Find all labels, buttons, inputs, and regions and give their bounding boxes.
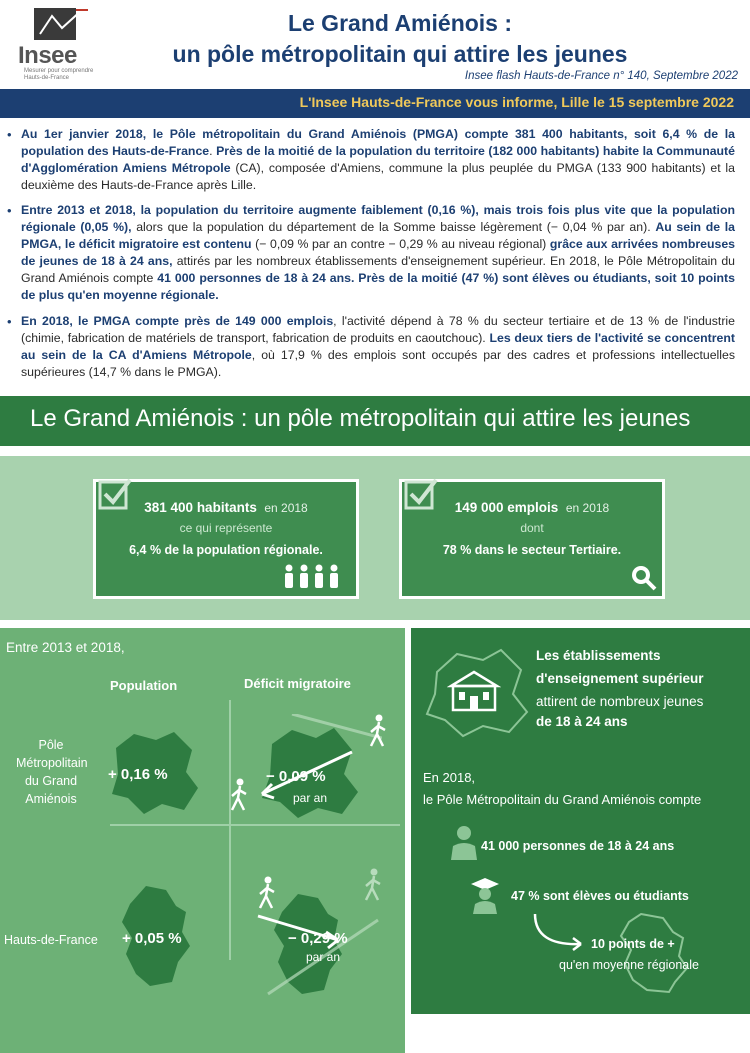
population-mid: ce qui représente bbox=[179, 521, 273, 535]
employment-stat-box bbox=[399, 479, 665, 599]
students-share: 47 % sont élèves ou étudiants bbox=[511, 889, 689, 903]
bullet-population bbox=[7, 126, 736, 194]
bullet-dot-icon: • bbox=[7, 314, 12, 329]
walker-icon bbox=[365, 714, 393, 748]
bullet-part: (CA), composée d'Amiens, commune la plus peuplée du PMGA (133 900 habitants) et la deuxième des Hauts-de-France après Lille. bbox=[21, 161, 736, 192]
magnifier-icon bbox=[628, 562, 658, 592]
row-hdf-label: Hauts-de-France bbox=[4, 933, 98, 947]
employment-line bbox=[402, 500, 662, 515]
walker-icon bbox=[226, 778, 254, 812]
bullet-part: alors que la population du département de la Somme baisse légèrement (− 0,04 % par an). bbox=[131, 220, 656, 234]
young-person-icon bbox=[449, 824, 479, 860]
insee-logo bbox=[14, 6, 104, 82]
infographic-title-bar bbox=[0, 396, 750, 446]
hdf-deficit-value: − 0,29 % bbox=[288, 930, 348, 947]
bullet-part: Les deux tiers de l'activité se concentrent au sein de la CA d'Amiens Métropole bbox=[21, 331, 735, 362]
points-above-average: 10 points de + bbox=[591, 937, 675, 951]
title-line-2: un pôle métropolitain qui attire les jeunes bbox=[172, 41, 628, 67]
persons-18-24: 41 000 personnes de 18 à 24 ans bbox=[481, 839, 675, 853]
column-migratory-deficit: Déficit migratoire bbox=[244, 676, 351, 691]
youth-intro-1: En 2018, bbox=[423, 770, 476, 785]
etab-line-4: de 18 à 24 ans bbox=[536, 714, 628, 729]
pmga-population-value: + 0,16 % bbox=[108, 766, 168, 783]
etab-line-1: Les établissements bbox=[536, 648, 661, 663]
row-pmga-label-line: Métropolitain bbox=[16, 756, 88, 770]
bullet-part: Entre 2013 et 2018, la population du territoire augmente faiblement (0,16 %), mais trois fois plus vite que la population régionale (0,05 %), bbox=[21, 203, 735, 234]
evolution-intro: Entre 2013 et 2018, bbox=[6, 640, 125, 655]
walker-icon bbox=[360, 868, 388, 902]
employment-value: 149 000 emplois bbox=[454, 500, 559, 515]
bullet-part: grâce aux arrivées nombreuses de jeunes de 18 à 24 ans, bbox=[21, 237, 735, 268]
youth-intro-2: le Pôle Métropolitain du Grand Amiénois compte bbox=[423, 792, 702, 807]
points-above-average-label: qu'en moyenne régionale bbox=[559, 958, 699, 972]
tertiary-share: 78 % dans le secteur Tertiaire. bbox=[442, 543, 622, 557]
row-pmga-label-line: Pôle bbox=[38, 738, 64, 752]
logo-subtitle: Mesurer pour comprendre Hauts-de-France bbox=[24, 68, 94, 81]
bullet-part: , l'activité dépend à 78 % du secteur tertiaire et de 13 % de l'industrie (chimie, fabrication de matériels de transport, fabrication de produits en caoutchouc). bbox=[21, 314, 735, 345]
bullet-part: attirés par les nombreux établissements d'enseignement supérieur. En 2018, le Pôle Métropolitain du Grand Amiénois compte bbox=[21, 254, 735, 285]
evolution-panel bbox=[0, 628, 405, 1053]
etab-line-3: attirent de nombreux jeunes bbox=[536, 694, 704, 709]
row-pmga-label bbox=[16, 736, 86, 808]
pmga-deficit-value: − 0,09 % bbox=[266, 768, 326, 785]
population-year: en 2018 bbox=[264, 501, 308, 515]
bullet-employment bbox=[7, 313, 735, 381]
bullet-evolution bbox=[7, 202, 735, 304]
graduate-icon bbox=[469, 876, 501, 914]
bullet-part: Près de la moitié de la population du territoire (182 000 habitants) habite la Communauté d'Agglomération Amiens Métropole bbox=[21, 144, 735, 175]
bullet-part: 41 000 personnes de 18 à 24 ans. Près de la moitié (47 %) sont élèves ou étudiants, soit 10 points de plus qu'en moyenne régionale. bbox=[21, 271, 735, 302]
population-value: 381 400 habitants bbox=[144, 500, 257, 515]
row-pmga-label-line: du Grand bbox=[24, 774, 78, 788]
bullet-part: . bbox=[209, 144, 217, 158]
curved-arrow-icon bbox=[521, 912, 591, 956]
hdf-population-value: + 0,05 % bbox=[122, 930, 182, 947]
column-population: Population bbox=[110, 678, 178, 693]
population-line bbox=[96, 500, 356, 515]
bullet-part: Au sein de la PMGA, le déficit migratoire est contenu bbox=[21, 220, 735, 251]
hdf-deficit-unit: par an bbox=[306, 950, 341, 964]
banner-text: L'Insee Hauts-de-France vous informe, Lille le 15 septembre 2022 bbox=[299, 94, 734, 110]
bullet-dot-icon: • bbox=[7, 203, 12, 218]
population-share: 6,4 % de la population régionale. bbox=[129, 543, 323, 557]
title-line-1: Le Grand Amiénois : bbox=[287, 10, 513, 36]
people-icon bbox=[282, 564, 346, 590]
bullet-part: , où 17,9 % des emplois sont occupés par des cadres et professions intellectuelles supérieures (14,7 % dans le PMGA). bbox=[21, 348, 735, 379]
infographic-title: Le Grand Amiénois : un pôle métropolitain qui attire les jeunes bbox=[30, 405, 691, 432]
row-pmga-label-line: Amiénois bbox=[25, 792, 77, 806]
employment-mid: dont bbox=[520, 521, 544, 535]
region-outline-icon bbox=[611, 910, 701, 994]
population-stat-box bbox=[93, 479, 359, 599]
university-building-icon bbox=[447, 670, 501, 714]
employment-year: en 2018 bbox=[565, 501, 610, 515]
bullet-dot-icon: • bbox=[7, 127, 12, 142]
bullet-part: (− 0,09 % par an contre − 0,29 % au niveau régional) bbox=[251, 237, 550, 251]
youth-panel bbox=[411, 628, 750, 1014]
insee-logo-icon bbox=[32, 6, 92, 44]
publication-reference: Insee flash Hauts-de-France n° 140, Septembre 2022 bbox=[464, 70, 738, 82]
page-title bbox=[120, 8, 680, 70]
etab-line-2: d'enseignement supérieur bbox=[536, 671, 704, 686]
walker-icon bbox=[254, 876, 282, 910]
bullet-part: En 2018, le PMGA compte près de 149 000 emplois bbox=[21, 314, 334, 328]
date-banner bbox=[0, 89, 750, 118]
bullet-part: Au 1er janvier 2018, le Pôle métropolitain du Grand Amiénois (PMGA) compte 381 400 habitants, soit 6,4 % de la population des Hauts-de-France bbox=[21, 127, 735, 158]
logo-word: Insee bbox=[18, 42, 77, 69]
pmga-deficit-unit: par an bbox=[293, 791, 328, 805]
